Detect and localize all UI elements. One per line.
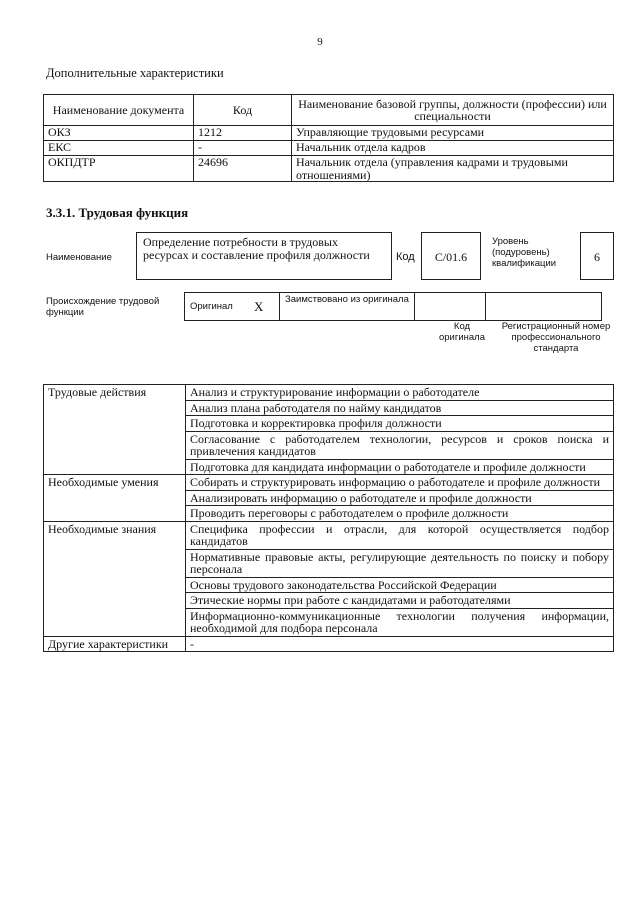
origin-table	[184, 292, 602, 321]
table-row	[44, 126, 614, 141]
table-row	[44, 521, 614, 549]
additional-characteristics-table	[43, 94, 614, 182]
list-item: Собирать и структурировать информацию о работодателе и профиле должности	[186, 475, 614, 491]
list-item: Анализ и структурирование информации о работодателе	[186, 385, 614, 401]
original-label: Оригинал	[185, 293, 250, 321]
registration-number-caption: Регистрационный номер профессионального стандарта	[501, 321, 611, 354]
registration-number-cell	[486, 293, 602, 321]
category-label: Трудовые действия	[44, 385, 186, 475]
list-item: Этические нормы при работе с кандидатами и работодателями	[186, 593, 614, 609]
function-code-label: Код	[396, 251, 415, 263]
cell-name: Начальник отдела (управления кадрами и трудовыми отношениями)	[292, 156, 614, 182]
category-label: Необходимые знания	[44, 521, 186, 636]
list-item: Согласование с работодателем технологии, ресурсов и сроков поиска и привлечения кандидатов	[186, 431, 614, 459]
header-code: Код	[194, 95, 292, 126]
category-label: Необходимые умения	[44, 475, 186, 522]
function-name-label: Наименование	[46, 252, 112, 263]
table-row	[44, 385, 614, 401]
function-details-table	[43, 384, 614, 652]
cell-document: ОКЗ	[44, 126, 194, 141]
list-item: Анализировать информацию о работодателе и профиле должности	[186, 490, 614, 506]
function-name: Определение потребности в трудовых ресурсах и составление профиля должности	[136, 232, 392, 280]
original-mark: X	[249, 293, 280, 321]
cell-document: ЕКС	[44, 141, 194, 156]
category-label: Другие характеристики	[44, 636, 186, 652]
function-code: C/01.6	[421, 232, 481, 280]
additional-characteristics-title: Дополнительные характеристики	[46, 66, 224, 80]
header-document-name: Наименование документа	[44, 95, 194, 126]
list-item: Информационно-коммуникационные технологии получения информации, необходимой для подбора персонала	[186, 608, 614, 636]
page-number: 9	[317, 36, 323, 48]
table-header-row	[44, 95, 614, 126]
qualification-level: 6	[580, 232, 614, 280]
header-group-name: Наименование базовой группы, должности (профессии) или специальности	[292, 95, 614, 126]
cell-document: ОКПДТР	[44, 156, 194, 182]
table-row	[44, 141, 614, 156]
list-item: Нормативные правовые акты, регулирующие деятельность по поиску и побору персонала	[186, 549, 614, 577]
list-item: Подготовка и корректировка профиля должности	[186, 416, 614, 432]
cell-name: Начальник отдела кадров	[292, 141, 614, 156]
list-item: Специфика профессии и отрасли, для которой осуществляется подбор кандидатов	[186, 521, 614, 549]
list-item: Подготовка для кандидата информации о работодателе и профиле должности	[186, 459, 614, 475]
list-item: Основы трудового законодательства Российской Федерации	[186, 577, 614, 593]
list-item: Анализ плана работодателя по найму кандидатов	[186, 400, 614, 416]
original-code-caption: Код оригинала	[438, 321, 485, 343]
cell-code: 1212	[194, 126, 292, 141]
original-code-cell	[415, 293, 486, 321]
list-item: Проводить переговоры с работодателем о профиле должности	[186, 506, 614, 522]
origin-label: Происхождение трудовой функции	[46, 296, 160, 318]
table-row	[44, 475, 614, 491]
qualification-level-label: Уровень (подуровень) квалификации	[492, 236, 557, 269]
table-row	[44, 156, 614, 182]
function-heading: 3.3.1. Трудовая функция	[46, 205, 189, 220]
cell-code: -	[194, 141, 292, 156]
cell-name: Управляющие трудовыми ресурсами	[292, 126, 614, 141]
cell-code: 24696	[194, 156, 292, 182]
table-row	[44, 636, 614, 652]
list-item: -	[186, 636, 614, 652]
borrowed-label: Заимствовано из оригинала	[280, 293, 415, 321]
